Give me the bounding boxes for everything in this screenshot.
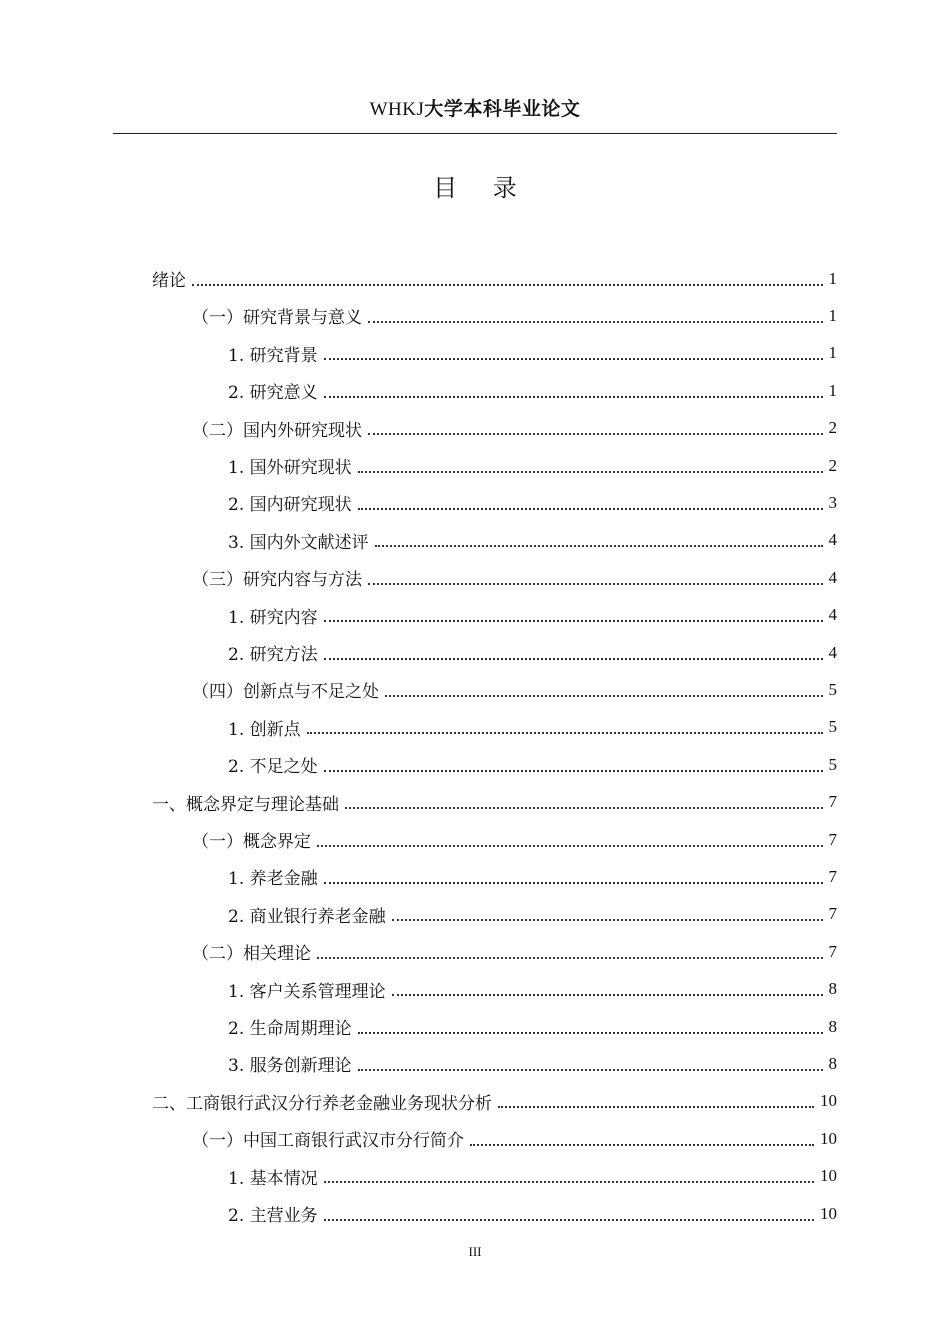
toc-entry[interactable] xyxy=(192,671,837,708)
toc-entry-page: 10 xyxy=(820,1091,837,1111)
toc-entry-title: 2. 不足之处 xyxy=(228,757,318,778)
toc-entry-page: 8 xyxy=(828,1053,837,1073)
toc-dot-leader xyxy=(307,732,823,734)
toc-dot-leader xyxy=(345,807,823,809)
toc-dot-leader xyxy=(368,583,823,585)
footer-page-number: III xyxy=(468,1244,482,1259)
toc-entry-title: （三）研究内容与方法 xyxy=(192,570,362,591)
toc-entry-title: （二）相关理论 xyxy=(192,944,311,965)
toc-dot-leader xyxy=(375,545,823,547)
toc-dot-leader xyxy=(368,433,823,435)
toc-entry-page: 1 xyxy=(828,380,837,400)
toc-dot-leader xyxy=(324,882,823,884)
toc-entry-title: （一）研究背景与意义 xyxy=(192,308,362,329)
toc-entry-title: （一）中国工商银行武汉市分行简介 xyxy=(192,1131,464,1152)
toc-dot-leader xyxy=(498,1106,814,1108)
toc-entry[interactable] xyxy=(228,522,837,559)
toc-dot-leader xyxy=(368,321,823,323)
toc-entry[interactable] xyxy=(192,1120,837,1157)
toc-entry-title: 2. 研究方法 xyxy=(228,645,318,665)
toc-entry[interactable] xyxy=(152,260,837,297)
toc-entry-page: 4 xyxy=(828,605,837,625)
toc-dot-leader xyxy=(358,508,823,510)
toc-entry-page: 2 xyxy=(828,418,837,438)
toc-dot-leader xyxy=(317,957,823,959)
toc-entry[interactable] xyxy=(228,971,837,1008)
toc-dot-leader xyxy=(192,284,823,286)
toc-entry[interactable] xyxy=(228,1195,837,1232)
toc-entry-page: 10 xyxy=(820,1128,837,1148)
toc-dot-leader xyxy=(324,396,823,398)
toc-entry[interactable] xyxy=(192,410,837,447)
toc-entry[interactable] xyxy=(152,784,837,821)
toc-entry-title: 1. 基本情况 xyxy=(228,1168,318,1189)
toc-entry-page: 1 xyxy=(828,268,837,288)
toc-dot-leader xyxy=(358,471,823,473)
toc-entry[interactable] xyxy=(228,447,837,484)
toc-entry-title: 1. 养老金融 xyxy=(228,869,318,890)
toc-dot-leader xyxy=(358,1069,823,1071)
toc-entry-title: 1. 创新点 xyxy=(228,719,301,740)
toc-entry[interactable] xyxy=(228,634,837,671)
toc-entry-title: 1. 客户关系管理理论 xyxy=(228,981,386,1002)
toc-entry[interactable] xyxy=(192,821,837,858)
toc-entry-page: 8 xyxy=(828,1016,837,1036)
toc-dot-leader xyxy=(317,845,823,847)
toc-dot-leader xyxy=(324,1181,814,1183)
toc-entry-page: 7 xyxy=(828,792,837,812)
toc-entry-title: 2. 生命周期理论 xyxy=(228,1019,352,1039)
toc-dot-leader xyxy=(392,994,823,996)
toc-entry[interactable] xyxy=(228,858,837,895)
toc-dot-leader xyxy=(358,1032,823,1034)
toc-entry-title: 2. 研究意义 xyxy=(228,383,318,404)
toc-entry-title: （二）国内外研究现状 xyxy=(192,420,362,441)
toc-entry[interactable] xyxy=(228,372,837,409)
toc-entry-title: 3. 服务创新理论 xyxy=(228,1056,352,1077)
toc-entry-title: 1. 研究背景 xyxy=(228,345,318,366)
toc-entry-title: 二、工商银行武汉分行养老金融业务现状分析 xyxy=(152,1093,492,1114)
toc-entry[interactable] xyxy=(228,896,837,933)
toc-entry-page: 7 xyxy=(828,941,837,961)
toc-dot-leader xyxy=(324,358,823,360)
toc-entry-page: 1 xyxy=(828,343,837,363)
toc-entry[interactable] xyxy=(192,933,837,970)
toc-entry[interactable] xyxy=(228,1008,837,1045)
toc-entry-page: 8 xyxy=(828,979,837,999)
toc-dot-leader xyxy=(324,1219,814,1221)
toc-dot-leader xyxy=(324,658,823,660)
toc-entry[interactable] xyxy=(228,597,837,634)
toc-entry-page: 2 xyxy=(828,455,837,475)
toc-dot-leader xyxy=(324,770,823,772)
toc-entry-title: 2. 国内研究现状 xyxy=(228,495,352,516)
toc-entry[interactable] xyxy=(228,709,837,746)
toc-entry-page: 7 xyxy=(828,904,837,924)
toc-title: 目 录 xyxy=(433,174,531,202)
header-latin: WHKJ xyxy=(369,99,425,120)
page-header xyxy=(0,94,950,121)
toc-entry-title: 2. 商业银行养老金融 xyxy=(228,906,386,927)
toc-entry-page: 4 xyxy=(828,642,837,662)
toc-entry[interactable] xyxy=(192,297,837,334)
toc-entry-title: 1. 国外研究现状 xyxy=(228,458,352,478)
header-title: 大学本科毕业论文 xyxy=(424,98,581,120)
toc-entry-title: 1. 研究内容 xyxy=(228,607,318,628)
toc-dot-leader xyxy=(470,1144,814,1146)
toc-dot-leader xyxy=(324,620,823,622)
toc-entry-title: （一）概念界定 xyxy=(192,832,311,852)
toc-entry-title: 2. 主营业务 xyxy=(228,1206,318,1226)
toc-entry-title: （四）创新点与不足之处 xyxy=(192,682,379,703)
toc-entry[interactable] xyxy=(192,559,837,596)
toc-entry[interactable] xyxy=(228,484,837,521)
toc-entry-page: 10 xyxy=(820,1166,837,1186)
header-divider xyxy=(113,133,837,134)
toc-entry-page: 1 xyxy=(828,305,837,325)
toc-entry-page: 5 xyxy=(828,717,837,737)
toc-entry-page: 5 xyxy=(828,679,837,699)
toc-entry-page: 7 xyxy=(828,866,837,886)
toc-entry[interactable] xyxy=(228,1045,837,1082)
toc-entry[interactable] xyxy=(228,335,837,372)
toc-dot-leader xyxy=(385,695,823,697)
toc-entry-page: 10 xyxy=(820,1203,837,1223)
toc-entry[interactable] xyxy=(228,1158,837,1195)
toc-entry-page: 4 xyxy=(828,567,837,587)
toc-entry-page: 3 xyxy=(828,492,837,512)
toc-entry[interactable] xyxy=(152,1083,837,1120)
toc-entry-title: 一、概念界定与理论基础 xyxy=(152,794,339,815)
toc-dot-leader xyxy=(392,919,823,921)
toc-entry[interactable] xyxy=(228,746,837,783)
toc-entry-page: 7 xyxy=(828,829,837,849)
toc-entry-title: 3. 国内外文献述评 xyxy=(228,532,369,553)
toc-entry-title: 绪论 xyxy=(152,271,186,291)
toc-entry-page: 5 xyxy=(828,754,837,774)
toc-entry-page: 4 xyxy=(828,530,837,550)
